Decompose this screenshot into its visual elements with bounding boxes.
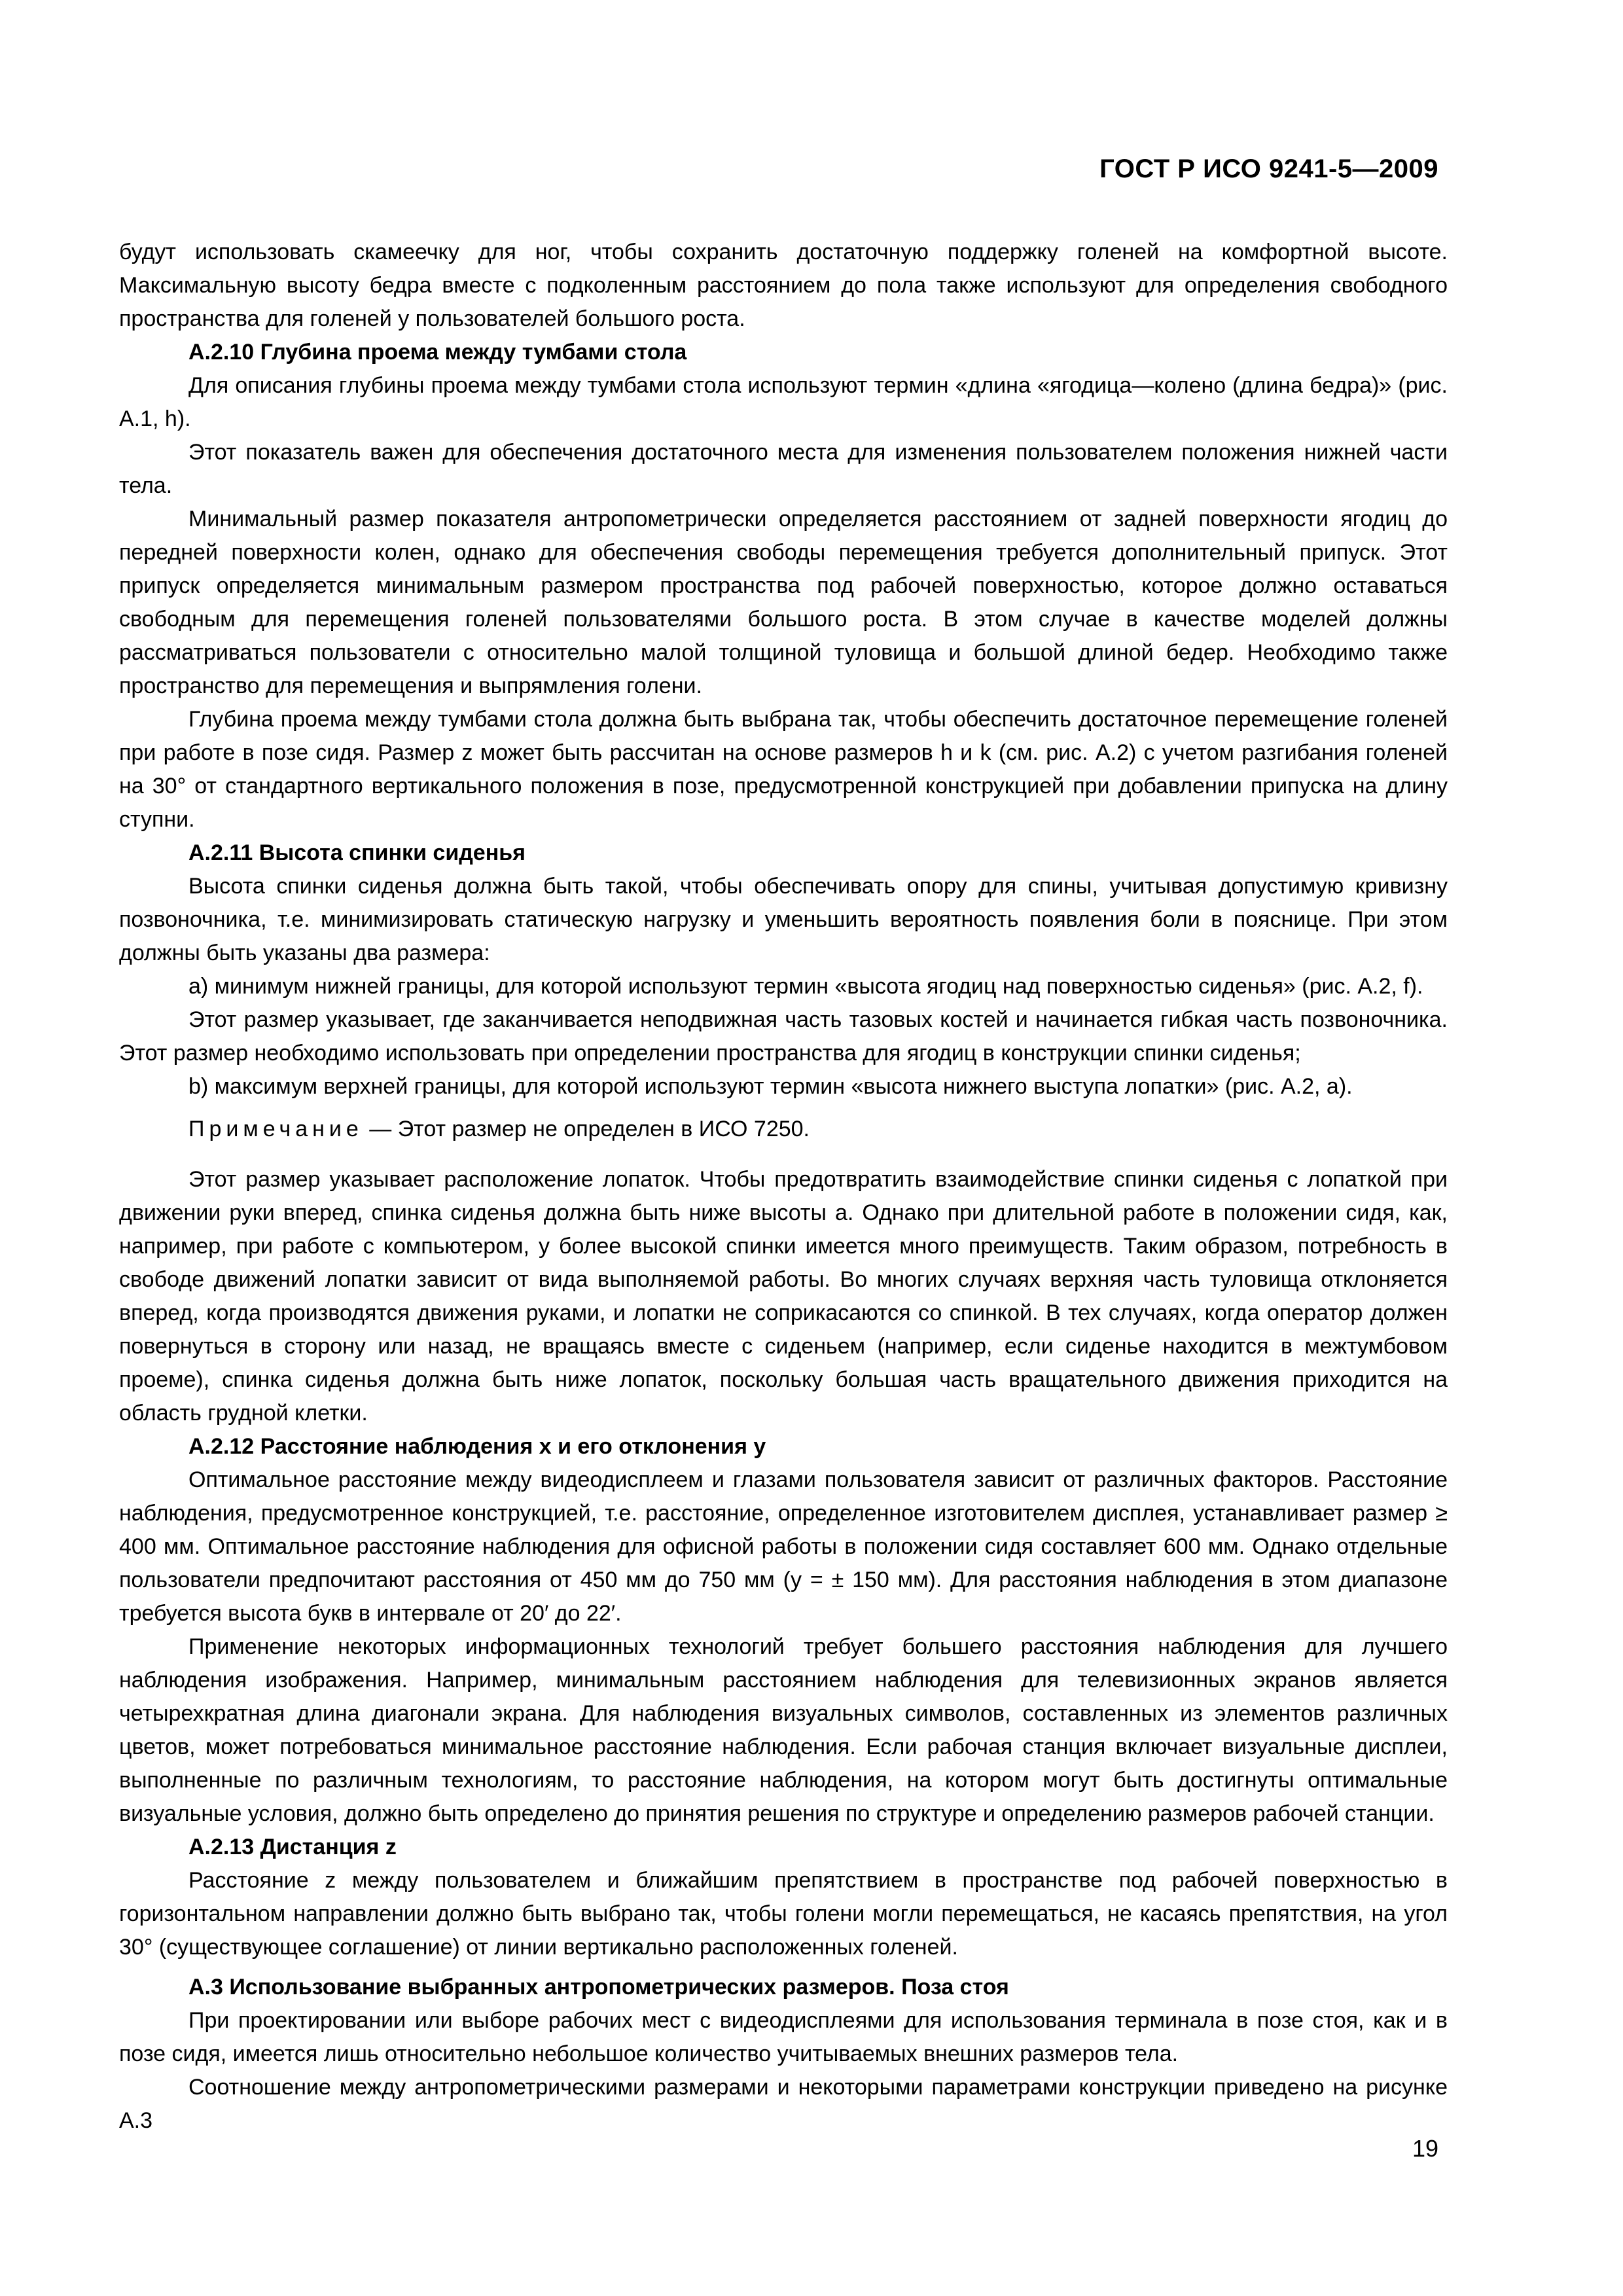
heading-a2-10: А.2.10 Глубина проема между тумбами стола bbox=[188, 340, 687, 365]
heading-a2-12: А.2.12 Расстояние наблюдения x и его отклонения y bbox=[188, 1434, 766, 1459]
note bbox=[119, 1113, 1448, 1146]
paragraph: Этот размер указывает расположение лопаток. Чтобы предотвратить взаимодействие спинки сиденья с лопаткой при движении руки вперед, спинка сиденья должна быть ниже высоты a. Однако при длительной работе в положении сидя, как, например, при работе с компьютером, у более высокой спинки имеется много преимуществ. Таким образом, потребность в свободе движений лопатки зависит от вида выполняемой работы. Во многих случаях верхняя часть туловища отклоняется вперед, когда производятся движения руками, и лопатки не соприкасаются со спинкой. В тех случаях, когда оператор должен повернуться в сторону или назад, не вращаясь вместе с сиденьем (например, если сиденье находится в межтумбовом проеме), спинка сиденья должна быть ниже лопаток, поскольку большая часть вращательного движения приходится на область грудной клетки. bbox=[119, 1167, 1448, 1426]
paragraph: Расстояние z между пользователем и ближайшим препятствием в пространстве под рабочей поверхностью в горизонтальном направлении должно быть выбрано так, чтобы голени могли перемещаться, не касаясь препятствия, на угол 30° (существующее соглашение) от линии вертикально расположенных голеней. bbox=[119, 1868, 1448, 1960]
paragraph: Этот размер указывает, где заканчивается неподвижная часть тазовых костей и начинается гибкая часть позвоночника. Этот размер необходимо использовать при определении пространства для ягодиц в конструкции спинки сиденья; bbox=[119, 1007, 1448, 1066]
paragraph: Применение некоторых информационных технологий требует большего расстояния наблюдения для лучшего наблюдения изображения. Например, минимальным расстоянием наблюдения для телевизионных экранов является четырехкратная длина диагонали экрана. Для наблюдения визуальных символов, составленных из элементов различных цветов, может потребоваться минимальное расстояние наблюдения. Если рабочая станция включает визуальные дисплеи, выполненные по различным технологиям, то расстояние наблюдения, на котором могут быть достигнуты оптимальные визуальные условия, должно быть определено до принятия решения по структуре и определению размеров рабочей станции. bbox=[119, 1634, 1448, 1826]
paragraph: Соотношение между антропометрическими размерами и некоторыми параметрами конструкции приведено на рисунке А.3 bbox=[119, 2075, 1448, 2133]
note-text: — Этот размер не определен в ИСО 7250. bbox=[363, 1117, 810, 1141]
note-label: Примечание bbox=[188, 1117, 363, 1141]
paragraph: Высота спинки сиденья должна быть такой, чтобы обеспечивать опору для спины, учитывая допустимую кривизну позвоночника, т.е. минимизировать статическую нагрузку и уменьшить вероятность появления боли в пояснице. При этом должны быть указаны два размера: bbox=[119, 874, 1448, 965]
page-number: 19 bbox=[1412, 2135, 1438, 2162]
paragraph: Этот показатель важен для обеспечения достаточного места для изменения пользователем положения нижней части тела. bbox=[119, 440, 1448, 498]
paragraph: Оптимальное расстояние между видеодисплеем и глазами пользователя зависит от различных факторов. Расстояние наблюдения, предусмотренное конструкцией, т.е. расстояние, определенное изготовителем дисплея, устанавливает размер ≥ 400 мм. Оптимальное расстояние наблюдения для офисной работы в положении сидя составляет 600 мм. Однако отдельные пользователи предпочитают расстояния от 450 мм до 750 мм (y = ± 150 мм). Для расстояния наблюдения в этом диапазоне требуется высота букв в интервале от 20′ до 22′. bbox=[119, 1467, 1448, 1626]
heading-a3: А.3 Использование выбранных антропометрических размеров. Поза стоя bbox=[188, 1975, 1009, 2000]
list-item-b: b) максимум верхней границы, для которой используют термин «высота нижнего выступа лопатки» (рис. А.2, a). bbox=[188, 1074, 1353, 1099]
list-item-a: a) минимум нижней границы, для которой используют термин «высота ягодиц над поверхностью сиденья» (рис. А.2, f). bbox=[188, 974, 1423, 999]
paragraph: При проектировании или выборе рабочих мест с видеодисплеями для использования терминала в позе стоя, как и в позе сидя, имеется лишь относительно небольшое количество учитываемых внешних размеров тела. bbox=[119, 2008, 1448, 2066]
heading-a2-13: А.2.13 Дистанция z bbox=[188, 1835, 397, 1859]
paragraph: Для описания глубины проема между тумбами стола используют термин «длина «ягодица—колено (длина бедра)» (рис. А.1, h). bbox=[119, 373, 1448, 431]
paragraph-intro: будут использовать скамеечку для ног, чтобы сохранить достаточную поддержку голеней на комфортной высоте. Максимальную высоту бедра вместе с подколенным расстоянием до пола также используют для определения свободного пространства для голеней у пользователей большого роста. bbox=[119, 240, 1448, 331]
heading-a2-11: А.2.11 Высота спинки сиденья bbox=[188, 840, 526, 865]
paragraph: Минимальный размер показателя антропометрически определяется расстоянием от задней поверхности ягодиц до передней поверхности колен, однако для обеспечения свободы перемещения требуется дополнительный припуск. Этот припуск определяется минимальным размером пространства под рабочей поверхностью, которое должно оставаться свободным для перемещения голеней пользователями большого роста. В этом случае в качестве моделей должны рассматриваться пользователи с относительно малой толщиной туловища и большой длиной бедер. Необходимо также пространство для перемещения и выпрямления голени. bbox=[119, 507, 1448, 698]
body-text bbox=[119, 236, 1448, 2138]
standard-designation: ГОСТ Р ИСО 9241-5—2009 bbox=[1099, 154, 1438, 183]
paragraph: Глубина проема между тумбами стола должна быть выбрана так, чтобы обеспечить достаточное перемещение голеней при работе в позе сидя. Размер z может быть рассчитан на основе размеров h и k (см. рис. А.2) с учетом разгибания голеней на 30° от стандартного вертикального положения в позе, предусмотренной конструкцией при добавлении припуска на длину ступни. bbox=[119, 707, 1448, 832]
